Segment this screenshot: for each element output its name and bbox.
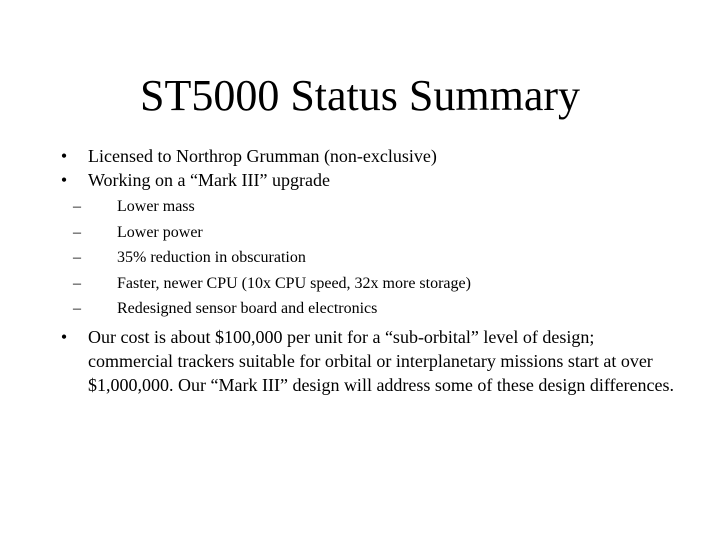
sub-bullet-text: Faster, newer CPU (10x CPU speed, 32x more storage) xyxy=(117,274,471,292)
slide-title: ST5000 Status Summary xyxy=(139,71,581,120)
sub-bullet-list xyxy=(56,194,676,322)
bullet-item xyxy=(56,144,676,168)
sub-bullet-item xyxy=(56,271,676,297)
bullet-text: Working on a “Mark III” upgrade xyxy=(88,170,330,190)
bullet-item xyxy=(56,168,676,192)
sub-bullet-text: Lower mass xyxy=(117,198,195,215)
bullet-item xyxy=(56,325,676,397)
sub-bullet-marker: – xyxy=(73,249,81,266)
bullet-marker: • xyxy=(60,146,68,166)
bullet-list xyxy=(56,144,676,397)
bullet-marker: • xyxy=(60,326,68,347)
sub-bullet-text: Redesigned sensor board and electronics xyxy=(117,300,378,317)
bullet-text: Our cost is about $100,000 per unit for a “sub-orbital” level of design; commercial trackers suitable for orbital or interplanetary missions start at over $1,000,000. Our “Mark III” design will address some of these design differences. xyxy=(88,326,675,395)
sub-bullet-item xyxy=(56,245,676,271)
sub-bullet-item xyxy=(56,296,676,322)
sub-bullet-group xyxy=(56,192,676,325)
sub-bullet-text: 35% reduction in obscuration xyxy=(117,249,306,266)
sub-bullet-text: Lower power xyxy=(117,223,203,241)
sub-bullet-item xyxy=(56,194,676,220)
bullet-marker: • xyxy=(60,170,68,190)
sub-bullet-marker: – xyxy=(73,223,81,241)
sub-bullet-marker: – xyxy=(73,198,81,215)
sub-bullet-item xyxy=(56,220,676,246)
bullet-text: Licensed to Northrop Grumman (non-exclusive) xyxy=(88,146,437,166)
sub-bullet-marker: – xyxy=(73,300,81,317)
sub-bullet-marker: – xyxy=(73,274,81,292)
